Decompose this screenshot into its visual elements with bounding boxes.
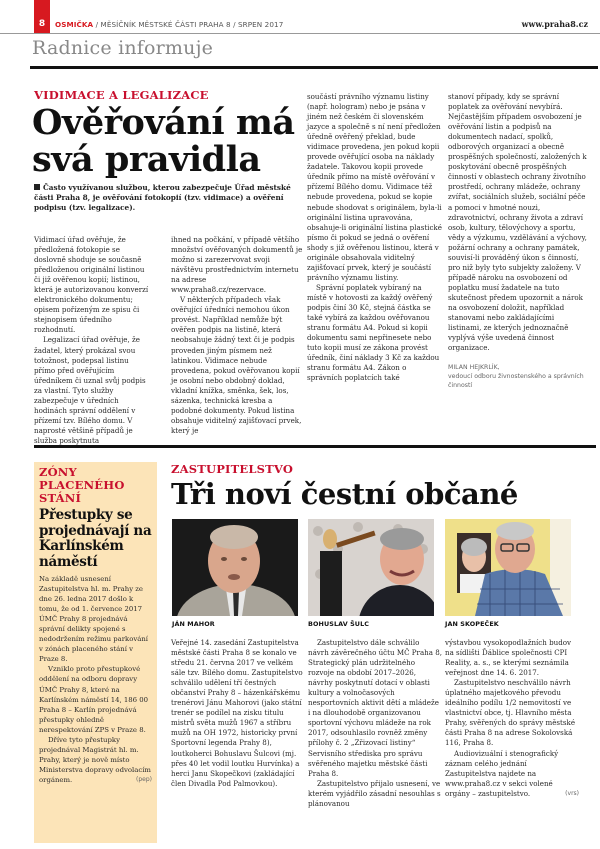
page-header [0, 0, 600, 36]
photo-jan-mahor [172, 519, 298, 616]
photo-jan-skopecek [445, 519, 571, 616]
paragraph: Na základě usnesení Zastupitelstva hl. m. Prahy ze dne 26. ledna 2017 došlo k tomu, že od 1. července 2017 ÚMČ Prahy 8 projednává správní delikty spojené s nedodržením režimu parkování v zónách placeného stání v Praze 8. [39, 575, 149, 664]
photo-bohuslav-sulc [308, 519, 434, 616]
paragraph: Zastupitelstvo přijalo usnesení, ve kterém vyjádřilo zásadní nesouhlas s plánovanou [308, 778, 441, 808]
article2-column-1 [171, 638, 304, 789]
brand-name: OSMIČKA [55, 20, 94, 29]
author-signature [448, 363, 588, 390]
article1-column-1 [34, 235, 150, 446]
article2-column-2 [308, 638, 442, 809]
article2-headline: Tři noví čestní občané [171, 477, 518, 511]
portrait-photo-icon [445, 519, 571, 616]
paragraph: ihned na počkání, v případě většího množství ověřovaných dokumentů je možno si zarezervovat svoji návštěvu prostřednictvím internetu na adrese www.praha8.cz/rezervace. [171, 235, 303, 295]
paragraph: součástí právního významu listiny (např. hologram) nebo je psána v jiném než českém či slovenském jazyce a společně s ní není předložen úředně ověřený překlad, bude vidimace provedena, jen pokud kopii provede ověřující osoba na náklady žadatele. Takovou kopii provede úředník přímo na místě ověřování v přízemí Bílého domu. Vidimace též nebude provedena, pokud se kopie nebude shodovat s originálem, byla-li originální listina upravována, obsahuje-li originální listina plastické písmo či pokud se jedná o ověření shody s již ověřenou listinou, která v originále obsahovala viditelný zajišťovací prvek, který je součástí právního významu listiny. [307, 92, 442, 282]
article1-lead-text: Často využívanou službou, kterou zabezpečuje Úřad městské části Praha 8, je ověřování fotokopií (tzv. vidimace) a ověření podpisu (tzv. legalizace). [34, 183, 291, 212]
portrait-photo-icon [172, 519, 298, 616]
page-number: 8 [34, 0, 50, 33]
paragraph: stanoví případy, kdy se správní poplatek za ověřování nevybírá. Nejčastějším případem osvobození je ověřování listin a podpisů na dokumentech nadací, spolků, odborových organizací a obecně prospěšných společností, založených k poskytování obecně prospěšných činností v oblastech ochrany životního prostředí, ochrany mládeže, ochrany zvířat, sociálních služeb, sociální péče a pomoci v hmotné nouzi, zdravotnictví, ochrany života a zdraví osob, kultury, tělovýchovy a sportu, vědy a výzkumu, vzdělávání a výchovy, požární ochrany a ochrany památek, souvisí-li prováděný úkon s činností, pro niž byly tyto subjekty založeny. V případě nároku na osvobození od poplatku musí žadatele na tuto skutečnost předem upozornit a nárok na osvobození doložit, například stanovami nebo zakládajícími listinami, ze kterých jednoznačně vyplývá výše uvedená činnost organizace. [448, 92, 587, 353]
paragraph [39, 735, 152, 785]
paragraph: Správní poplatek vybíraný na místě v hotovosti za každý ověřený podpis činí 30 Kč, stejná částka se také vybírá za každou ověřovanou stranu formátu A4. Pokud si kopii dokumentu sami nepřinesete nebo tuto kopii musí ze zákona provést úředník, činí náklady 3 Kč za každou stranu formátu A4. Zákon o správních poplatcích také [307, 282, 440, 383]
section-title: Radnice informuje [32, 37, 214, 59]
section-divider [30, 66, 598, 69]
paragraph [445, 749, 579, 799]
photo-caption: JÁN MAHOR [172, 620, 215, 628]
portrait-with-puppet-photo-icon [308, 519, 434, 616]
paragraph: Legalizací úřad ověřuje, že žadatel, který prokázal svou totožnost, podepsal listinu přímo před ověřujícím úředníkem či uznal svůj podpis za vlastní. Tyto služby zabezpečuje v úředních hodinách správní oddělení v přízemí tzv. Bílého domu. V naprosté většině případů je služba poskytnuta [34, 335, 146, 445]
article1-column-3 [307, 92, 443, 383]
article1-kicker: VIDIMACE A LEGALIZACE [34, 88, 209, 102]
author-name: MILAN HEJKRLÍK, [448, 364, 500, 372]
masthead-issue: / MĚSÍČNÍK MĚSTSKÉ ČÁSTI PRAHA 8 / SRPEN 2017 [93, 20, 284, 29]
square-bullet-icon [34, 184, 40, 190]
article2-column-3 [445, 638, 579, 799]
paragraph: výstavbou vysokopodlažních budov na sídlišti Ďáblice společnosti CPI Reality, a. s., se kterými seznámila veřejnost dne 14. 6. 2017. [445, 638, 572, 678]
masthead [55, 20, 283, 29]
site-url-link[interactable]: www.praha8.cz [521, 19, 588, 29]
sidebar-box [34, 462, 157, 843]
sidebar-body [39, 574, 152, 785]
photo-caption: JAN SKOPEČEK [445, 620, 499, 628]
author-role: vedoucí odboru živnostenského a správních činností [448, 373, 584, 390]
sidebar-kicker: ZÓNY PLACENÉHO STÁNÍ [39, 465, 125, 505]
article1-lead [34, 183, 304, 213]
paragraph: Vidimací úřad ověřuje, že předložená fotokopie se doslovně shoduje se současně předloženou originální listinou či již ověřenou kopií; listinou, která je autorizovanou konverzí elektronického dokumentu; opisem pořízeným ze spisu či stejnopisem úředního rozhodnutí. [34, 235, 149, 335]
header-divider [0, 33, 600, 34]
paragraph: Vzniklo proto přestupkové oddělení na odboru dopravy ÚMČ Prahy 8, které na Karlínském náměstí 14, 186 00 Praha 8 – Karlín projednává přestupky ohledně nerespektování ZPS v Praze 8. [39, 665, 149, 734]
paragraph: Zastupitelstvo neschválilo návrh úplatného majetkového převodu ideálního podílu 1/2 nemovitostí ve vlastnictví obce, tj. Hlavního města Prahy, svěřených do správy městské části Praha 8 na adrese Sokolovská 116, Praha 8. [445, 678, 576, 748]
article1-headline: Ověřování má svá pravidla [32, 102, 295, 180]
article2-kicker: ZASTUPITELSTVO [171, 462, 294, 476]
sidebar-signature: (pep) [136, 775, 152, 783]
paragraph-text: Audiovizuální i stenografický záznam celého jednání Zastupitelstva najdete na www.praha8.cz v sekci volené orgány – zastupitelstvo. [445, 748, 559, 798]
article-divider [34, 445, 596, 448]
sidebar-headline: Přestupky se projednávají na Karlínském náměstí [39, 507, 152, 570]
paragraph-text: Dříve tyto přestupky projednával Magistrát hl. m. Prahy, který je nově místo Ministerstva dopravy odvolacím orgánem. [39, 735, 151, 784]
article2-signature: (vrs) [565, 789, 579, 797]
paragraph: Zastupitelstvo dále schválilo návrh závěrečného účtu MČ Praha 8, Strategický plán udržitelného rozvoje na období 2017–2026, návrhy poskytnutí dotací v oblasti kultury a volnočasových nesportovních aktivit dětí a mládeže i na dlouhodobě organizovanou sportovní výchovu mládeže na rok 2017, odsouhlasilo rovněž změny přílohy č. 2 „Zřizovací listiny“ Servisního střediska pro správu svěřeného majetku městské části Praha 8. [308, 638, 442, 778]
article1-column-2 [171, 235, 303, 436]
photo-caption: BOHUSLAV ŠULC [308, 620, 370, 628]
paragraph: Veřejné 14. zasedání Zastupitelstva městské části Praha 8 se konalo ve středu 21. června 2017 ve velkém sále tzv. Bílého domu. Zastupitelstvo schválilo udělení tří čestných občanství Prahy 8 – házenkářskému trenérovi Jánu Mahorovi (jako státní trenér se podílel na zisku titulu mistrů světa mužů 1967 a stříbru mužů na OH 1972, historicky první Sportovní legenda Prahy 8), loutkoherci Bohuslavu Šulcovi (mj. přes 40 let vodil loutku Hurvínka) a herci Janu Skopečkovi (zakládající člen Divadla Pod Palmovkou). [171, 638, 303, 788]
paragraph: V některých případech však ověřující úředníci nemohou úkon provést. Například nemůže být ověřen podpis na listině, která neobsahuje žádný text či je podpis proveden jiným písmem než latinkou. Vidimace nebude provedena, pokud ověřovanou kopií je osobní nebo obdobný doklad, vkladní knížka, směnka, šek, los, sázenka, technická kresba a podobné dokumenty. Pokud listina obsahuje viditelný zajišťovací prvek, který je [171, 295, 302, 435]
article1-column-4 [448, 92, 588, 390]
